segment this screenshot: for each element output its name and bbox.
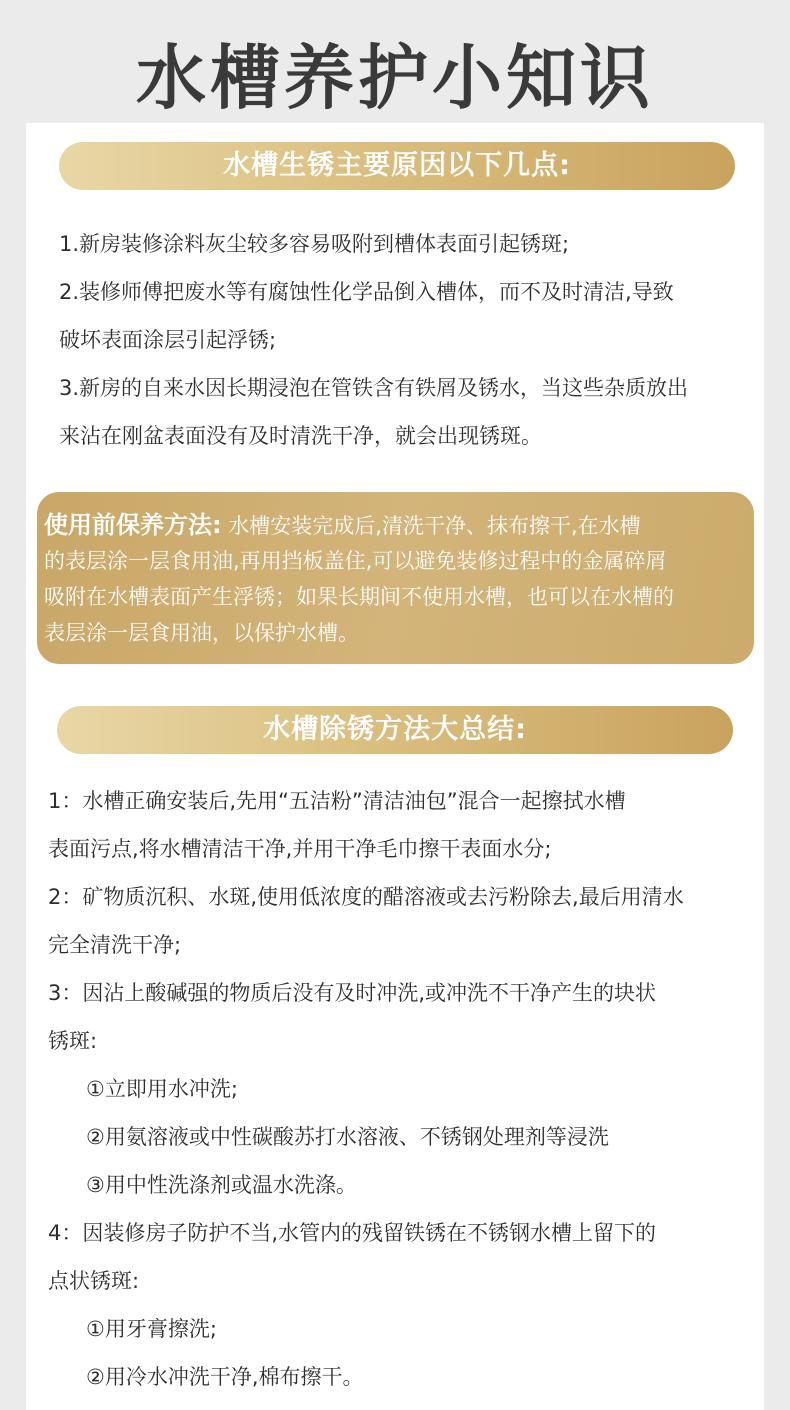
removal-step-line: 2：矿物质沉积、水斑,使用低浓度的醋溶液或去污粉除去,最后用清水 <box>48 885 684 909</box>
removal-step-line: 4：因装修房子防护不当,水管内的残留铁锈在不锈钢水槽上留下的 <box>48 1221 657 1245</box>
rust-cause-line: 来沾在刚盆表面没有及时清洗干净，就会出现锈斑。 <box>59 424 542 448</box>
removal-substep-line: ①立即用水冲洗; <box>86 1077 238 1101</box>
rust-cause-line: 3.新房的自来水因长期浸泡在管铁含有铁屑及锈水，当这些杂质放出 <box>59 376 689 400</box>
removal-substep-line: ①用牙膏擦洗; <box>86 1317 217 1341</box>
callout-text: 水槽安装完成后,清洗干净、抹布擦干,在水槽 <box>221 514 641 538</box>
callout-text-line: 表层涂一层食用油，以保护水槽。 <box>44 621 359 645</box>
rust-cause-line: 破坏表面涂层引起浮锈; <box>59 328 277 352</box>
content-card <box>26 123 764 1410</box>
page-title: 水槽养护小知识 <box>136 37 654 119</box>
callout-text-line: 的表层涂一层食用油,再用挡板盖住,可以避免装修过程中的金属碎屑 <box>44 549 667 573</box>
section-banner-rust-causes: 水槽生锈主要原因以下几点: <box>59 142 735 190</box>
removal-step-line: 点状锈斑: <box>48 1269 140 1293</box>
removal-substep-line: ②用冷水冲洗干净,棉布擦干。 <box>86 1365 364 1389</box>
removal-step-line: 表面污点,将水槽清洁干净,并用干净毛巾擦干表面水分; <box>48 837 552 861</box>
callout-heading: 使用前保养方法: <box>44 511 222 539</box>
rust-cause-line: 1.新房装修涂料灰尘较多容易吸附到槽体表面引起锈斑; <box>59 232 570 256</box>
callout-text-line: 吸附在水槽表面产生浮锈；如果长期间不使用水槽，也可以在水槽的 <box>44 585 674 609</box>
removal-step-line: 3：因沾上酸碱强的物质后没有及时冲洗,或冲洗不干净产生的块状 <box>48 981 657 1005</box>
removal-step-line: 完全清洗干净; <box>48 933 182 957</box>
removal-step-line: 锈斑: <box>48 1029 98 1053</box>
callout-first-line <box>44 510 641 541</box>
removal-step-line: 1：水槽正确安装后,先用“五洁粉”清洁油包”混合一起擦拭水槽 <box>48 789 626 813</box>
removal-substep-line: ③用中性洗涤剂或温水洗涤。 <box>86 1173 357 1197</box>
removal-substep-line: ②用氨溶液或中性碳酸苏打水溶液、不锈钢处理剂等浸洗 <box>86 1125 609 1149</box>
rust-cause-line: 2.装修师傅把废水等有腐蚀性化学品倒入槽体，而不及时清洁,导致 <box>59 280 674 304</box>
section-banner-rust-removal: 水槽除锈方法大总结: <box>57 706 733 754</box>
